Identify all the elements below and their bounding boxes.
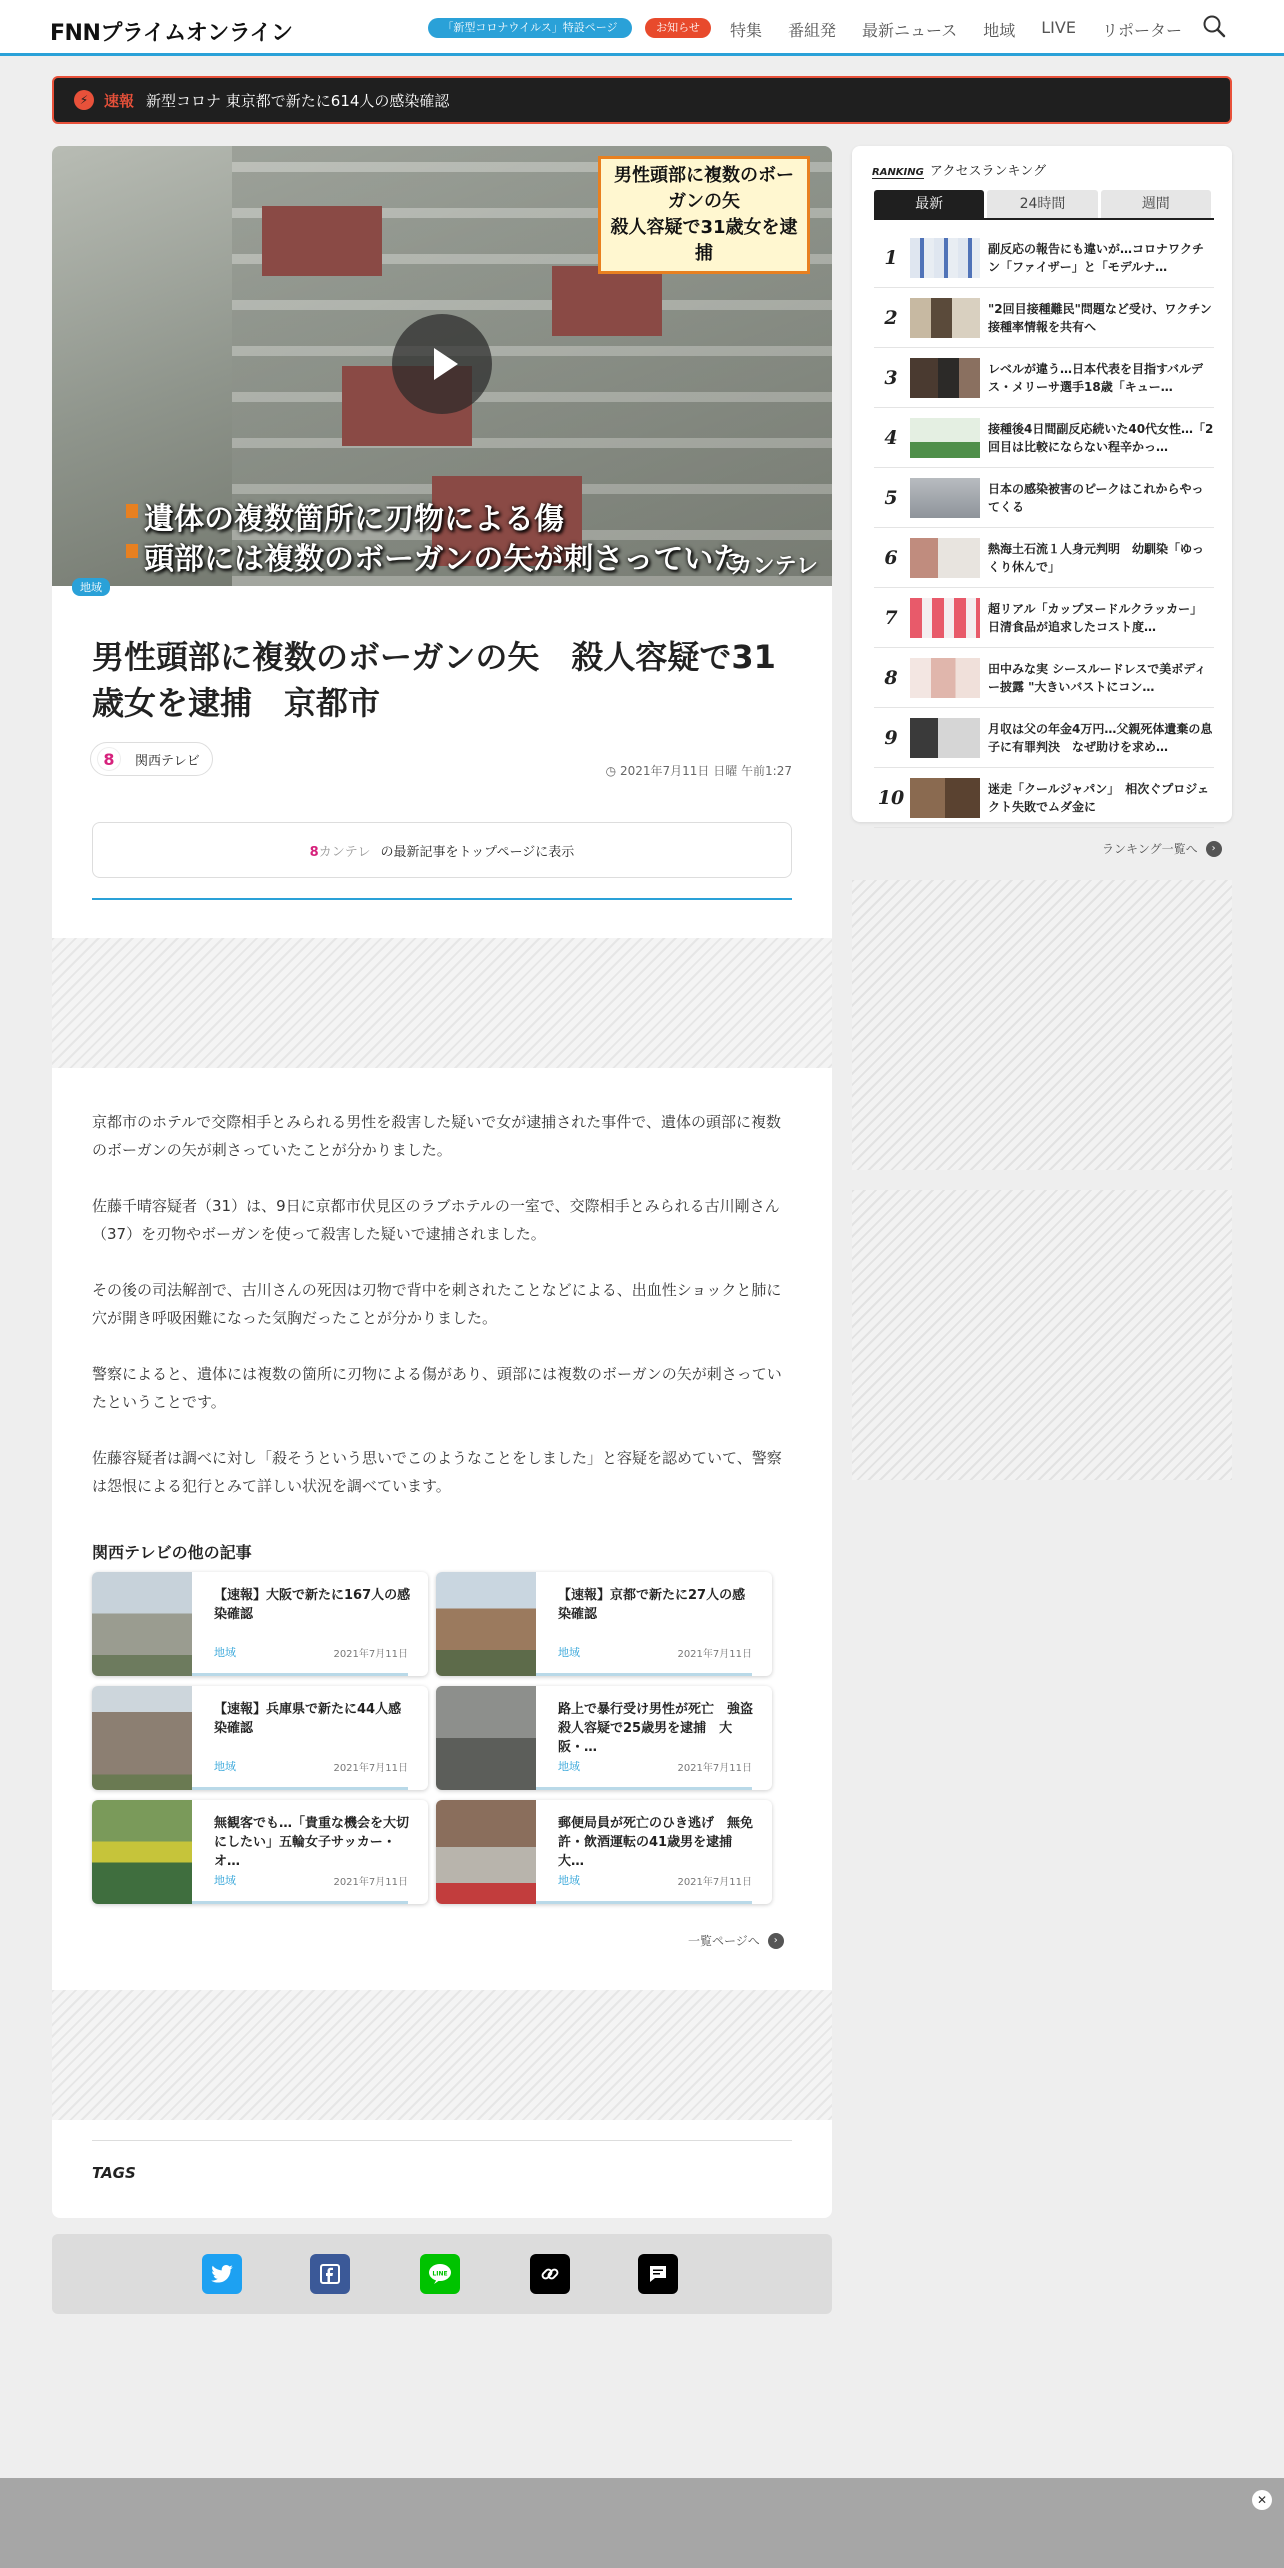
related-date: 2021年7月11日 — [333, 1649, 408, 1660]
breaking-news-bar[interactable] — [52, 76, 1232, 124]
share-bar — [52, 2234, 832, 2314]
bolt-icon: ⚡ — [74, 90, 94, 110]
ranking-title: 月収は父の年金4万円…父親死体遺棄の息子に有罪判決 なぜ助けを求め… — [988, 721, 1213, 754]
nav-item-live[interactable]: LIVE — [1041, 18, 1076, 37]
card-underline — [192, 1787, 408, 1790]
line-icon[interactable] — [420, 2254, 460, 2294]
video-brand: カンテレ — [730, 554, 818, 579]
ranking-thumbnail — [910, 418, 980, 458]
ranking-title: 迷走「クールジャパン」 相次ぐプロジェクト失敗でムダ金に — [988, 781, 1209, 814]
ranking-item[interactable] — [874, 228, 1214, 288]
arrow-right-icon: › — [1206, 841, 1222, 857]
close-icon[interactable]: ✕ — [1252, 2490, 1272, 2510]
related-date: 2021年7月11日 — [677, 1763, 752, 1774]
svg-text:LINE: LINE — [432, 2270, 448, 2278]
ranking-thumbnail — [910, 358, 980, 398]
card-underline — [536, 1787, 752, 1790]
card-underline — [536, 1673, 752, 1676]
ad-slot — [52, 1990, 832, 2120]
covid-special-link[interactable]: 「新型コロナウイルス」特設ページ — [428, 18, 632, 38]
related-date: 2021年7月11日 — [333, 1877, 408, 1888]
ranking-title: 接種後4日間副反応続いた40代女性…「2回目は比較にならない程辛かっ… — [988, 421, 1214, 454]
related-category: 地域 — [214, 1760, 236, 1773]
nav-item-features[interactable]: 特集 — [730, 21, 763, 40]
related-title: 【速報】兵庫県で新たに44人感染確認 — [214, 1702, 402, 1736]
related-thumbnail — [436, 1800, 536, 1904]
tags-heading: TAGS — [92, 2164, 136, 2182]
related-date: 2021年7月11日 — [677, 1649, 752, 1660]
follow-publisher-button[interactable] — [92, 822, 792, 878]
ranking-item[interactable] — [874, 348, 1214, 408]
related-article[interactable] — [92, 1800, 428, 1904]
related-thumbnail — [436, 1572, 536, 1676]
related-article[interactable] — [92, 1572, 428, 1676]
rank-number: 8 — [884, 666, 898, 689]
ranking-tabs — [874, 190, 1214, 220]
arrow-right-icon: › — [768, 1933, 784, 1949]
video-subtitle-2: 頭部には複数のボーガンの矢が刺さっていた — [144, 534, 743, 578]
publish-date: ◷ 2021年7月11日 日曜 午前1:27 — [605, 764, 792, 778]
related-title: 無観客でも…「貴重な機会を大切にしたい」五輪女子サッカー・オ… — [214, 1816, 410, 1869]
notice-link[interactable]: お知らせ — [645, 18, 711, 38]
related-title: 郵便局員が死亡のひき逃げ 無免許・飲酒運転の41歳男を逮捕 大… — [558, 1816, 754, 1869]
search-icon[interactable] — [1202, 14, 1226, 38]
card-underline — [536, 1901, 752, 1904]
site-logo[interactable]: FNNプライムオンライン — [50, 21, 293, 46]
sticky-ad-bar — [0, 2478, 1284, 2568]
related-category: 地域 — [558, 1874, 580, 1887]
ranking-thumbnail — [910, 238, 980, 278]
publisher-brand: 8カンテレ — [309, 844, 371, 860]
video-subtitle-1: 遺体の複数箇所に刃物による傷 — [144, 494, 564, 538]
article-card — [52, 146, 832, 2218]
ranking-thumbnail — [910, 658, 980, 698]
tab-24h[interactable]: 24時間 — [987, 190, 1097, 218]
nav-item-reporter[interactable]: リポーター — [1101, 21, 1182, 40]
category-badge[interactable]: 地域 — [72, 578, 110, 596]
ranking-title: 田中みな実 シースルードレスで美ボディー披露 "大きいバストにコン… — [988, 661, 1207, 694]
ad-slot — [52, 938, 832, 1068]
ranking-title: 副反応の報告にも違いが…コロナワクチン「ファイザー」と「モデルナ… — [988, 241, 1205, 274]
rank-number: 10 — [877, 786, 905, 809]
related-category: 地域 — [214, 1646, 236, 1659]
rank-number: 5 — [884, 486, 898, 509]
sidebar-ad-slot — [852, 880, 1232, 1170]
related-thumbnail — [436, 1686, 536, 1790]
nav-item-regional[interactable]: 地域 — [983, 21, 1016, 40]
ranking-item[interactable] — [874, 408, 1214, 468]
play-icon[interactable] — [392, 314, 492, 414]
related-category: 地域 — [558, 1646, 580, 1659]
tab-weekly[interactable]: 週間 — [1101, 190, 1211, 218]
twitter-icon[interactable] — [202, 2254, 242, 2294]
author-chip[interactable] — [90, 742, 213, 776]
author-name: 関西テレビ — [135, 753, 200, 769]
main-nav — [730, 18, 1208, 41]
card-underline — [192, 1673, 408, 1676]
ranking-item[interactable] — [874, 468, 1214, 528]
ranking-item[interactable] — [874, 768, 1214, 828]
ranking-title: 熱海土石流１人身元判明 幼馴染「ゆっくり休んで」 — [988, 541, 1204, 574]
link-icon[interactable] — [530, 2254, 570, 2294]
related-article[interactable] — [436, 1800, 772, 1904]
divider — [92, 2140, 792, 2141]
ranking-title: 日本の感染被害のピークはこれからやってくる — [988, 481, 1204, 514]
related-heading: 関西テレビの他の記事 — [92, 1543, 252, 1562]
ranking-thumbnail — [910, 298, 980, 338]
ranking-thumbnail — [910, 538, 980, 578]
related-thumbnail — [92, 1572, 192, 1676]
ranking-panel — [852, 146, 1232, 822]
ranking-item[interactable] — [874, 708, 1214, 768]
related-category: 地域 — [558, 1760, 580, 1773]
ranking-title: "2回目接種難民"問題など受け、ワクチン接種率情報を共有へ — [988, 301, 1212, 334]
related-title: 路上で暴行受け男性が死亡 強盗殺人容疑で25歳男を逮捕 大阪・… — [558, 1702, 754, 1755]
ranking-thumbnail — [910, 778, 980, 818]
related-article[interactable] — [436, 1686, 772, 1790]
rank-number: 1 — [884, 246, 898, 269]
body-paragraph: 京都市のホテルで交際相手とみられる男性を殺害した疑いで女が逮捕された事件で、遺体の頭部に複数のボーガンの矢が刺さっていたことが分かりました。 — [92, 1113, 781, 1159]
ranking-badge: RANKING — [872, 167, 924, 178]
video-detail — [552, 266, 662, 336]
ranking-more-link[interactable]: ランキング一覧へ › — [1102, 840, 1222, 857]
related-title: 【速報】京都で新たに27人の感染確認 — [558, 1588, 746, 1622]
related-thumbnail — [92, 1686, 192, 1790]
nav-item-programs[interactable]: 番組発 — [788, 21, 837, 40]
ranking-thumbnail — [910, 718, 980, 758]
body-paragraph: 警察によると、遺体には複数の箇所に刃物による傷があり、頭部には複数のボーガンの矢が刺さっていたということです。 — [92, 1365, 782, 1411]
article-body — [92, 1108, 792, 1528]
video-caption: 男性頭部に複数のボーガンの矢 殺人容疑で31歳女を逮捕 — [598, 156, 810, 274]
rank-number: 7 — [884, 606, 898, 629]
rank-number: 4 — [884, 426, 898, 449]
kantele-logo-icon: 8 — [97, 747, 121, 771]
ranking-thumbnail — [910, 478, 980, 518]
kantele-8-icon: 8 — [309, 844, 319, 860]
site-header — [0, 0, 1284, 56]
ranking-item[interactable] — [874, 528, 1214, 588]
article-title: 男性頭部に複数のボーガンの矢 殺人容疑で31歳女を逮捕 京都市 — [92, 638, 776, 722]
ranking-thumbnail — [910, 598, 980, 638]
ranking-list — [874, 228, 1214, 828]
follow-text: の最新記事をトップページに表示 — [380, 844, 575, 860]
related-article[interactable] — [92, 1686, 428, 1790]
video-detail — [262, 206, 382, 276]
ranking-item[interactable] — [874, 588, 1214, 648]
facebook-icon[interactable] — [310, 2254, 350, 2294]
related-title: 【速報】大阪で新たに167人の感染確認 — [214, 1588, 411, 1622]
sidebar-ad-slot — [852, 1190, 1232, 1480]
body-paragraph: 佐藤容疑者は調べに対し「殺そうという思いでこのようなことをしました」と容疑を認めていて、警察は怨恨による犯行とみて詳しい状況を調べています。 — [92, 1449, 782, 1495]
related-date: 2021年7月11日 — [333, 1763, 408, 1774]
rank-number: 6 — [884, 546, 898, 569]
rank-number: 3 — [884, 366, 898, 389]
related-article[interactable] — [436, 1572, 772, 1676]
ranking-item[interactable] — [874, 648, 1214, 708]
rank-number: 9 — [884, 726, 898, 749]
ranking-header: RANKING アクセスランキング — [872, 164, 1047, 179]
nav-item-latest[interactable]: 最新ニュース — [862, 21, 958, 40]
related-thumbnail — [92, 1800, 192, 1904]
tab-latest[interactable]: 最新 — [874, 190, 984, 218]
related-date: 2021年7月11日 — [677, 1877, 752, 1888]
related-category: 地域 — [214, 1874, 236, 1887]
divider — [92, 898, 792, 900]
body-paragraph: 佐藤千晴容疑者（31）は、9日に京都市伏見区のラブホテルの一室で、交際相手とみられる古川剛さん（37）を刃物やボーガンを使って殺害した疑いで逮捕されました。 — [92, 1197, 780, 1243]
breaking-text[interactable]: 新型コロナ 東京都で新たに614人の感染確認 — [146, 91, 450, 110]
clock-icon: ◷ — [605, 764, 617, 778]
video-player[interactable] — [52, 146, 832, 586]
body-paragraph: その後の司法解剖で、古川さんの死因は刃物で背中を刺されたことなどによる、出血性ショックと肺に穴が開き呼吸困難になった気胸だったことが分かりました。 — [92, 1281, 782, 1327]
related-more-link[interactable]: 一覧ページへ › — [688, 1932, 784, 1949]
rank-number: 2 — [884, 306, 898, 329]
card-underline — [192, 1901, 408, 1904]
comment-icon[interactable] — [638, 2254, 678, 2294]
ranking-title: 超リアル「カップヌードルクラッカー」 日清食品が追求したコスト度… — [988, 601, 1209, 634]
breaking-label: 速報 — [104, 91, 135, 110]
ranking-item[interactable] — [874, 288, 1214, 348]
ranking-title: レベルが違う…日本代表を目指すバルデス・メリーサ選手18歳「キュー… — [988, 361, 1204, 394]
